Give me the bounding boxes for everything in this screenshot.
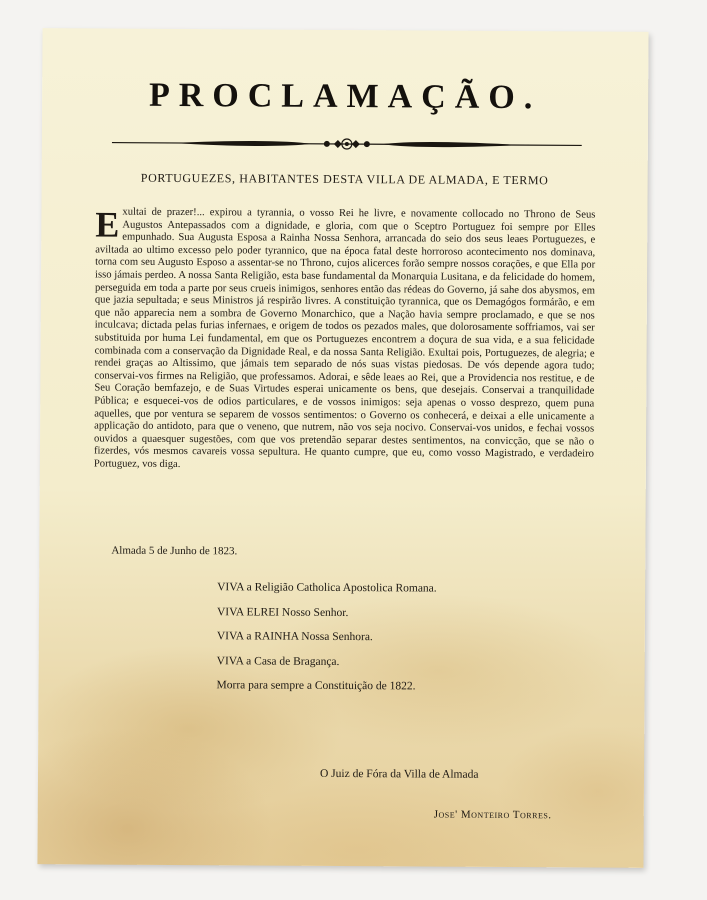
body-text: xultai de prazer!... expirou a tyrannia, o vosso Rei he livre, e novamente collocado no Throno de Seus Augustos Antepassados com a dignidade, e gloria, com que o Sceptro Portuguez foi sempre por Elles empunhado. Sua Augusta Esposa a Rainha Nossa Senhora, arrancada do seio dos seus leaes Portuguezes, e aviltada ao ultimo excesso pelo poder tyrannico, que na época fatal deste horroroso acontecimento nos dominava, torna com seu Augusto Esposo a assentar-se no Throno, cujos alicerces forão sempre nossos corações, e que Ella por isso jámais perdeo. A nossa Santa Religião, esta base fundamental da Monarquia Lusitana, e da felicidade do homem, perseguida em toda a parte por seus crueis inimigos, senhores então das rédeas do Governo, já sahe dos abysmos, em que jazia sepultada; e seus Ministros já respirão livres. A constituição tyrannica, que os Demagógos formárão, e em que não apparecia nem a sombra de Governo Monarchico, que a Nação havia sempre proclamado, e que se nos inculcava; dictada pelas furias infernaes, e origem de todos os pezados males, que dolorosamente soffriamos, vai ser substituida por huma Lei fundamental, em que os Portuguezes encontrem a doçura de sua vida, e a sua felicidade combinada com a conservação da Dignidade Real, e da nossa Santa Religião. Exultai pois, Portuguezes, de alegria; e rendei graças ao Altissimo, que jámais tem separado de nós suas vistas piedosas. De vós depende agora tudo; conservai-vos firmes na Religião, que professamos. Adorai, e sêde leaes ao Rei, que a Providencia nos restitue, e de Seu Coração bemfazejo, e de Suas Virtudes esperai unicamente os bens, que desejais. Conservai a tranquilidade Pública; e esquecei-vos de odios particulares, e de vossos inimigos: seja apenas o vosso desprezo, quem puna aquelles, que por ventura se separem de vossos sentimentos: o Governo os conhecerá, e deixai a elle unicamente a applicação do antidoto, para que o veneno, que nutrem, não vos seja nocivo. Conservai-vos unidos, e fechai vossos ouvidos a quaesquer sugestões, com que vos pretendão separar destes sentimentos, na convicção, que se não o fizerdes, vós mesmos cavareis vossa sepultura. He quanto cumpre, que eu, como vosso Magistrado, e verdadeiro Portuguez, vos diga.	[93, 206, 596, 470]
acclamation-line: VIVA a Casa de Bragança.	[216, 654, 340, 668]
signature-office: O Juiz de Fóra da Villa de Almada	[319, 767, 479, 781]
proclamation-sheet	[37, 28, 648, 868]
ornamental-rule	[112, 135, 582, 154]
acclamation-line: VIVA a RAINHA Nossa Senhora.	[216, 630, 373, 644]
dateline: Almada 5 de Junho de 1823.	[111, 544, 238, 558]
drop-cap: E	[95, 204, 120, 245]
acclamation-line: VIVA ELREI Nosso Senhor.	[216, 605, 349, 619]
acclamation-line: VIVA a Religião Catholica Apostolica Romana.	[217, 581, 437, 595]
acclamations-list	[216, 581, 436, 705]
document-subtitle: PORTUGUEZES, HABITANTES DESTA VILLA DE ALMADA, E TERMO	[140, 170, 549, 188]
document-title: PROCLAMAÇÃO.	[148, 76, 542, 117]
signature-name: Jose' Monteiro Torres.	[433, 808, 552, 822]
proclamation-body	[94, 206, 596, 474]
acclamation-line: Morra para sempre a Constituição de 1822.	[216, 679, 416, 693]
